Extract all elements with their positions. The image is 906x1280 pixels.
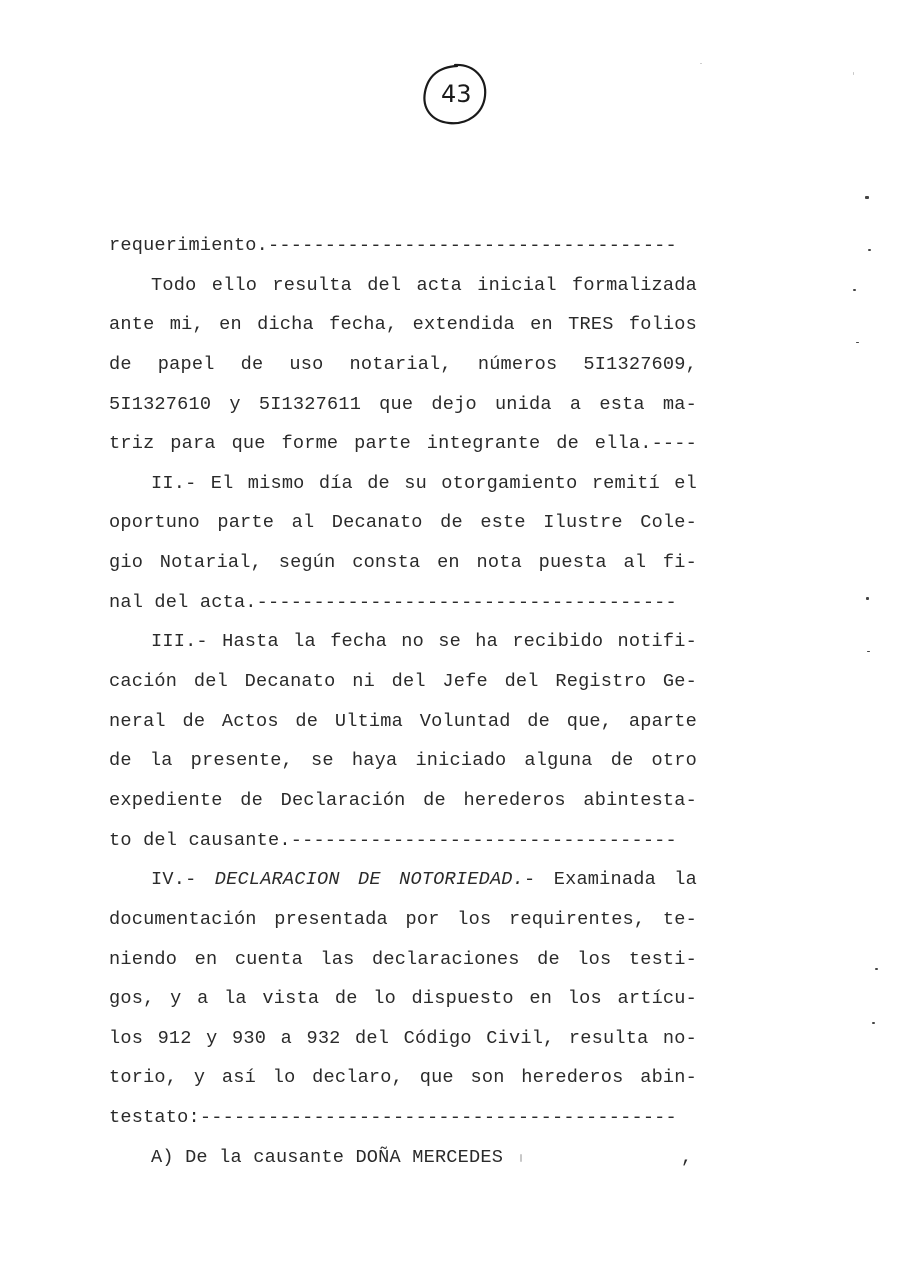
- document-body: [109, 226, 697, 1177]
- text-line: ante mi, en dicha fecha, extendida en TRES folios: [109, 314, 697, 336]
- text-line: II.- El mismo día de su otorgamiento remití el: [151, 472, 697, 494]
- text-line: to del causante.----------------------------------: [109, 829, 677, 851]
- text-line-heading: [109, 860, 697, 900]
- text-line: III.- Hasta la fecha no se ha recibido notifi-: [151, 631, 697, 653]
- text-line: expediente de Declaración de herederos abintesta-: [109, 789, 697, 811]
- folio-number-text: 43: [441, 80, 472, 108]
- text-line: de papel de uso notarial, números 5I1327609,: [109, 353, 697, 375]
- text-line: oportuno parte al Decanato de este Ilustre Cole-: [109, 512, 697, 534]
- text-line: torio, y así lo declaro, que son herederos abin-: [109, 1067, 697, 1089]
- handwritten-folio-number: [419, 60, 489, 128]
- text-line: los 912 y 930 a 932 del Código Civil, resulta no-: [109, 1027, 697, 1049]
- text-line-partial: [109, 1138, 697, 1178]
- heir-clause: A) De la causante DOÑA MERCEDES: [151, 1146, 504, 1168]
- text-line: gos, y a la vista de lo dispuesto en los artícu-: [109, 988, 697, 1010]
- text-line: de la presente, se haya iniciado alguna de otro: [109, 750, 697, 772]
- text-line: 5I1327610 y 5I1327611 que dejo unida a esta ma-: [109, 393, 697, 415]
- section-number: IV.-: [151, 869, 215, 891]
- text-line: neral de Actos de Ultima Voluntad de que, aparte: [109, 710, 697, 732]
- text-line: nal del acta.-------------------------------------: [109, 591, 677, 613]
- text-line: Todo ello resulta del acta inicial formalizada: [151, 274, 697, 296]
- text-line: niendo en cuenta las declaraciones de los testi-: [109, 948, 697, 970]
- text-line: requerimiento.------------------------------------: [109, 235, 677, 256]
- section-title-italic: DECLARACION DE NOTORIEDAD.: [214, 869, 525, 891]
- circle-annotation-icon: [419, 60, 489, 128]
- text-line: gio Notarial, según consta en nota puesta al fi-: [109, 552, 697, 574]
- text-line: documentación presentada por los requirentes, te-: [109, 908, 697, 930]
- section-continuation: - Examinada la: [524, 869, 697, 891]
- text-line: triz para que forme parte integrante de ella.----: [109, 433, 697, 455]
- text-line: cación del Decanato ni del Jefe del Registro Ge-: [109, 671, 697, 693]
- text-line: testato:------------------------------------------: [109, 1107, 677, 1129]
- redacted-gap-comma: ,: [681, 1146, 693, 1168]
